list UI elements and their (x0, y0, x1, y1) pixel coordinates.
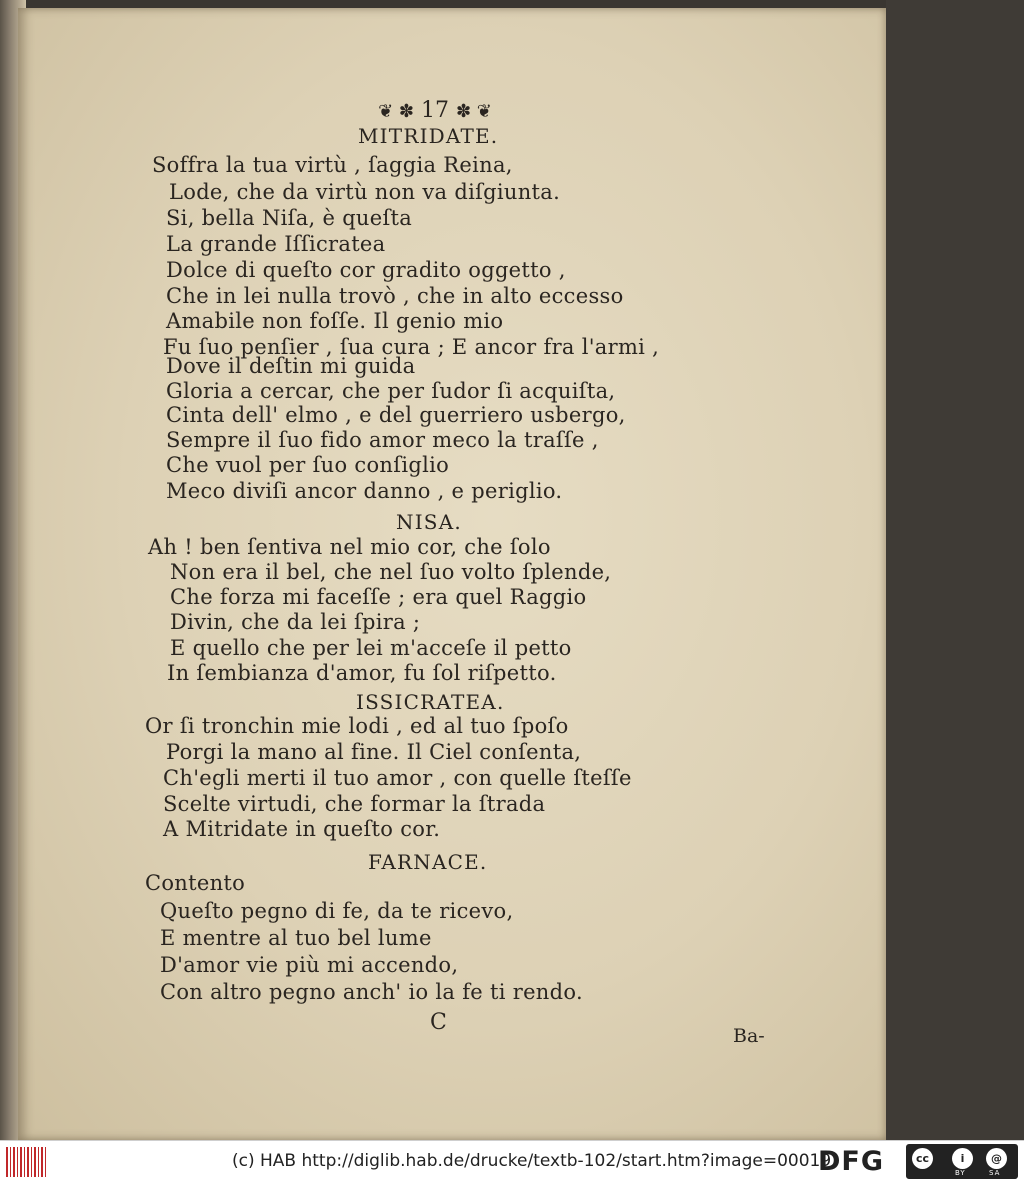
verse-line: Scelte virtudi, che formar la ſtrada (163, 792, 546, 816)
verse-line: Si, bella Niſa, è queſta (166, 206, 413, 230)
catchword: Ba- (733, 1025, 765, 1047)
speaker-heading: FARNACE. (368, 850, 488, 874)
verse-line: E quello che per lei m'acceſe il petto (170, 636, 572, 660)
verse-line: In ſembianza d'amor, fu ſol riſpetto. (167, 661, 557, 685)
verse-line: Soffra la tua virtù , ſaggia Reina, (152, 153, 513, 177)
cc-icon: cc (912, 1148, 933, 1169)
verse-line: Dove il deſtin mi guida (166, 354, 416, 378)
verse-line: Contento (145, 871, 246, 895)
cc-by-label: BY (955, 1169, 966, 1177)
cc-license-badge[interactable] (906, 1144, 1018, 1179)
page-number-header (365, 98, 505, 123)
verse-line: E mentre al tuo bel lume (160, 926, 432, 950)
verse-line: Con altro pegno anch' io la fe ti rendo. (160, 980, 583, 1004)
verse-line: Che forza mi faceſſe ; era quel Raggio (170, 585, 587, 609)
signature-mark: C (430, 1010, 447, 1035)
verse-line: Non era il bel, che nel ſuo volto ſplende, (170, 560, 612, 584)
verse-line: Amabile non foſſe. Il genio mio (166, 309, 504, 333)
speaker-heading: MITRIDATE. (358, 124, 499, 148)
copyright-link[interactable]: (c) HAB http://diglib.hab.de/drucke/textb-102/start.htm?image=00019 (232, 1151, 832, 1171)
ornament-right-icon: ✽ ❦ (456, 101, 492, 122)
verse-line: La grande Iſſicratea (166, 232, 386, 256)
verse-line: Lode, che da virtù non va diſgiunta. (169, 180, 561, 204)
cc-sa-label: SA (989, 1169, 1001, 1177)
ornament-left-icon: ❦ ✽ (378, 101, 414, 122)
verse-line: Dolce di queſto cor gradito oggetto , (166, 258, 566, 282)
verse-line: Queſto pegno di fe, da te ricevo, (160, 899, 514, 923)
verse-line: Meco diviſi ancor danno , e periglio. (166, 479, 563, 503)
verse-line: Ah ! ben ſentiva nel mio cor, che ſolo (148, 535, 551, 559)
share-alike-icon: @ (986, 1148, 1007, 1169)
dfg-logo: DFG (818, 1146, 885, 1177)
verse-line: D'amor vie più mi accendo, (160, 953, 459, 977)
verse-line: Ch'egli merti il tuo amor , con quelle ſteſſe (163, 766, 632, 790)
verse-line: Cinta dell' elmo , e del guerriero usbergo, (166, 403, 626, 427)
verse-line: Or ſi tronchin mie lodi , ed al tuo ſpoſo (145, 714, 569, 738)
speaker-heading: ISSICRATEA. (356, 690, 505, 714)
speaker-heading: NISA. (396, 510, 462, 534)
verse-line: Gloria a cercar, che per ſudor ſi acquiſta, (166, 379, 616, 403)
barcode-icon (6, 1147, 46, 1177)
verse-line: Che in lei nulla trovò , che in alto eccesso (166, 284, 624, 308)
verse-line: Fu ſuo penſier , ſua cura ; E ancor fra l'armi , (163, 335, 660, 359)
viewer-footer (0, 1140, 1024, 1182)
verse-line: Porgi la mano al fine. Il Ciel conſenta, (166, 740, 582, 764)
verse-line: Che vuol per ſuo conſiglio (166, 453, 450, 477)
verse-line: Divin, che da lei ſpira ; (170, 610, 421, 634)
attribution-icon: i (952, 1148, 973, 1169)
verse-line: Sempre il ſuo fido amor meco la traſſe , (166, 428, 599, 452)
page-number: 17 (421, 98, 449, 123)
verse-line: A Mitridate in queſto cor. (163, 817, 441, 841)
